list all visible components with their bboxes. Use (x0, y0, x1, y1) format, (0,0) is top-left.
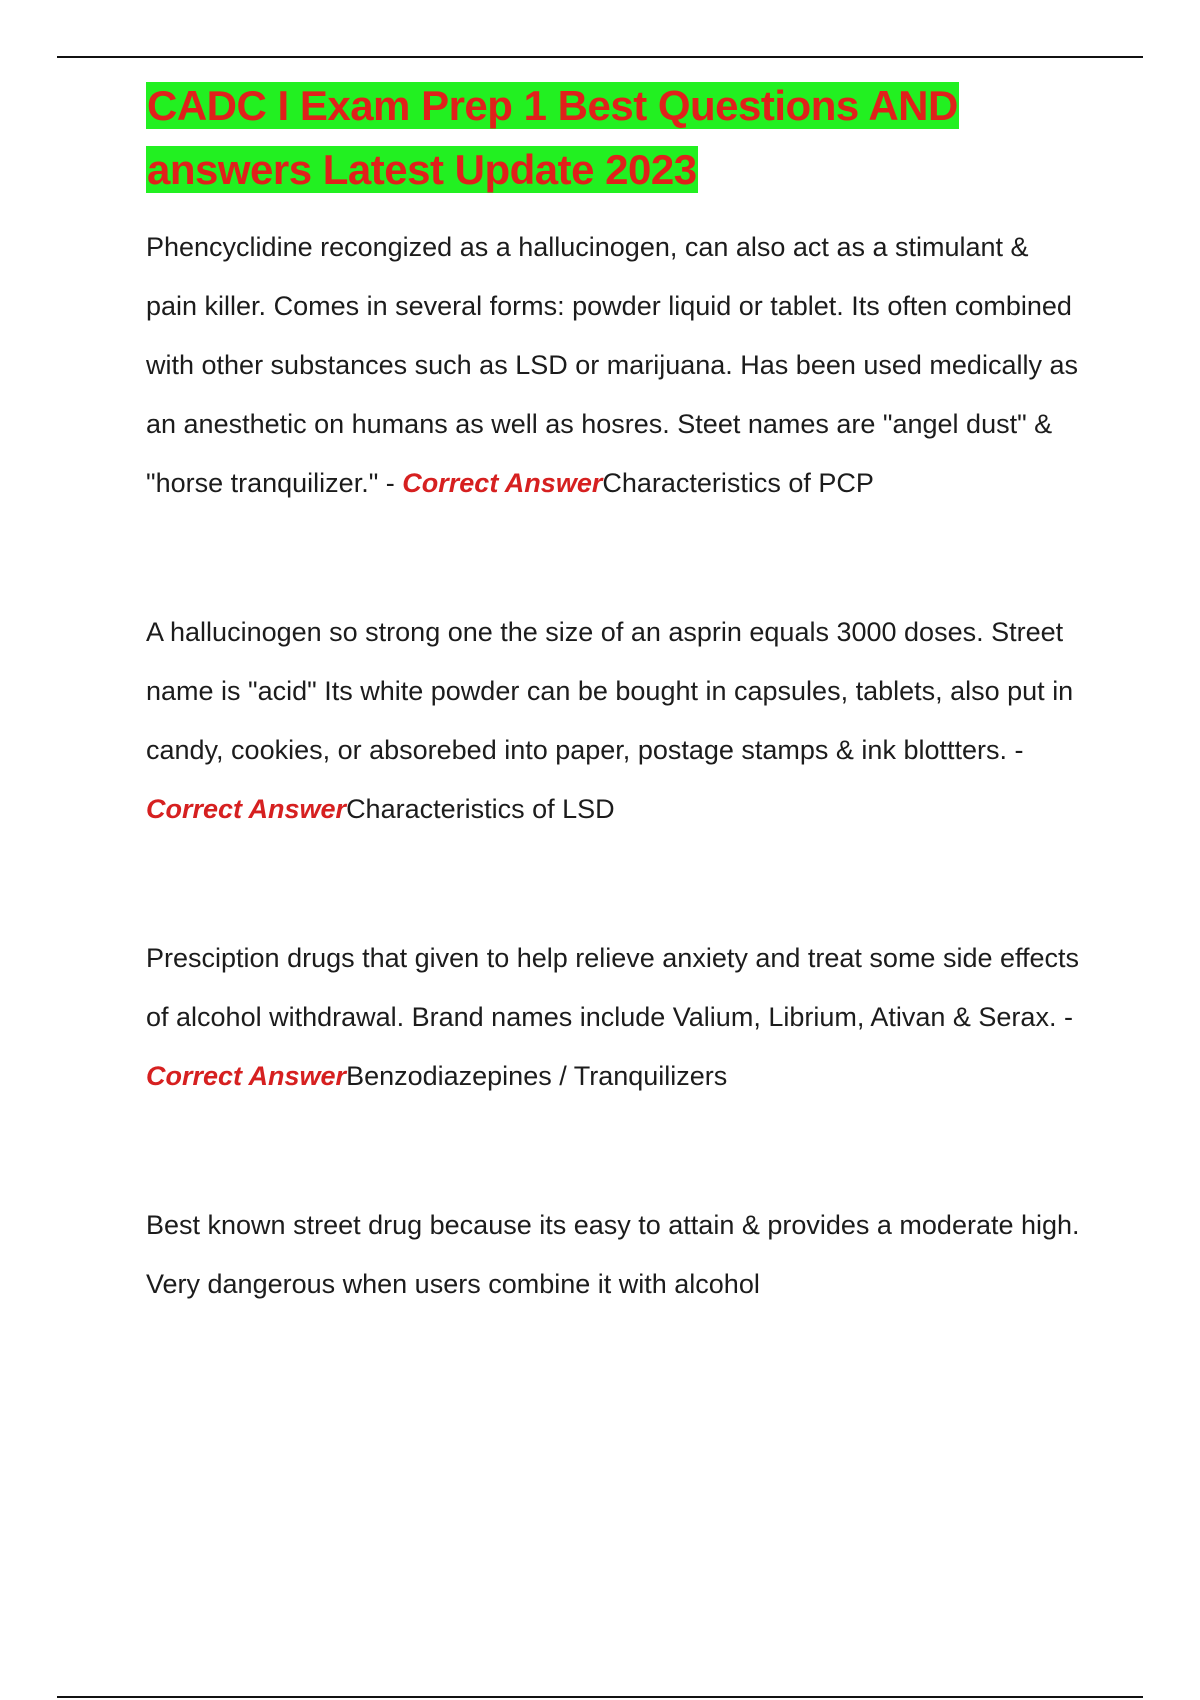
correct-answer-label: Correct Answer (146, 1061, 347, 1091)
title-line-2: answers Latest Update 2023 (147, 146, 697, 193)
correct-answer-label: Correct Answer (146, 794, 347, 824)
top-rule (57, 56, 1143, 58)
qa-item-lsd (146, 603, 1086, 839)
title-line-1: CADC I Exam Prep 1 Best Questions AND (147, 82, 958, 129)
answer-text: Benzodiazepines / Tranquilizers (346, 1061, 728, 1091)
answer-text: Characteristics of LSD (346, 794, 615, 824)
document-title (146, 74, 1086, 202)
qa-item-pcp (146, 218, 1086, 513)
question-text: A hallucinogen so strong one the size of an asprin equals 3000 doses. Street name is "acid" Its white powder can be bought in capsules, tablets, also put in candy, cookies, or absorebed into paper, postage stamps & ink blottters. - (146, 617, 1074, 765)
bottom-rule (57, 1696, 1143, 1698)
answer-text: Characteristics of PCP (602, 468, 874, 498)
qa-item-street-drug (146, 1196, 1086, 1314)
question-text: Best known street drug because its easy to attain & provides a moderate high. Very dangerous when users combine it with alcohol (146, 1210, 1080, 1299)
correct-answer-label: Correct Answer (402, 468, 603, 498)
question-text: Presciption drugs that given to help relieve anxiety and treat some side effects of alcohol withdrawal. Brand names include Valium, Librium, Ativan & Serax. - (146, 943, 1080, 1032)
qa-item-benzodiazepines (146, 929, 1086, 1106)
question-text: Phencyclidine recongized as a hallucinogen, can also act as a stimulant & pain killer. Comes in several forms: powder liquid or tablet. Its often combined with other substances such as LSD or marijuana. Has been used medically as an anesthetic on humans as well as hosres. Steet names are "angel dust" & "horse tranquilizer." - (146, 232, 1078, 498)
document-body (146, 74, 1086, 1314)
